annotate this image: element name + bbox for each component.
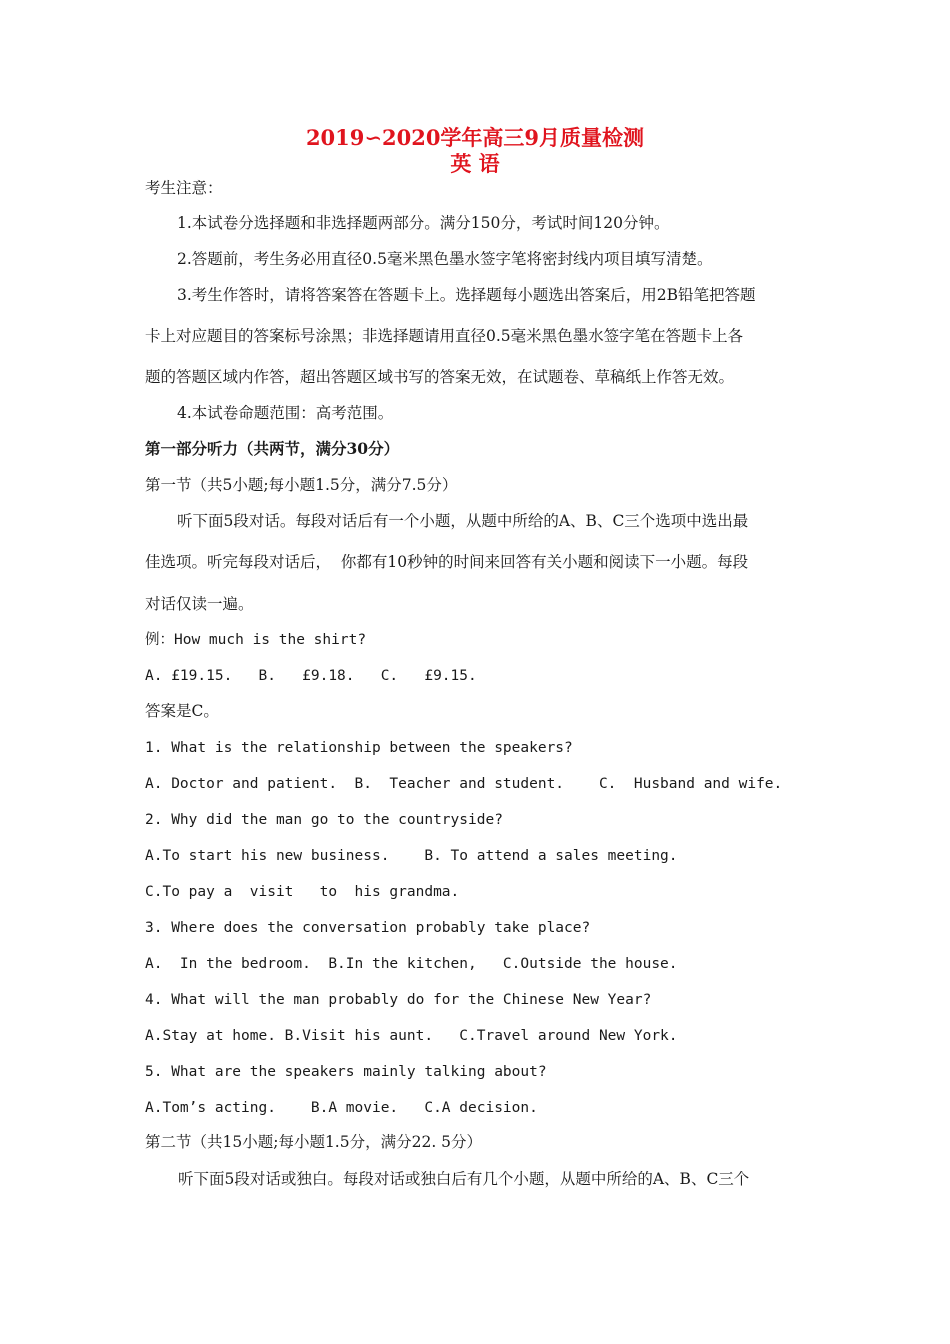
section2-heading: 第二节（共15小题;每小题1.5分，满分22. 5分） xyxy=(145,1133,483,1151)
exam-title: 2019∽2020学年高三9月质量检测 xyxy=(305,125,645,150)
question-2: 2. Why did the man go to the countryside? xyxy=(145,812,503,828)
question-3-options: A. In the bedroom. B.In the kitchen, C.Outside the house. xyxy=(145,956,678,972)
question-3: 3. Where does the conversation probably take place? xyxy=(145,920,591,936)
notice-item-3-line-1: 3.考生作答时，请将答案答在答题卡上。选择题每小题选出答案后，用2B铅笔把答题 xyxy=(177,286,756,304)
example-question: 例：How much is the shirt? xyxy=(145,632,367,648)
notice-item-2: 2.答题前，考生务必用直径0.5毫米黑色墨水签字笔将密封线内项目填写清楚。 xyxy=(177,250,713,268)
notice-item-1: 1.本试卷分选择题和非选择题两部分。满分150分，考试时间120分钟。 xyxy=(177,214,670,232)
example-options: A. £19.15. B. £9.18. C. £9.15. xyxy=(145,668,477,684)
question-4: 4. What will the man probably do for the Chinese New Year? xyxy=(145,992,652,1008)
question-2-options-ab: A.To start his new business. B. To attend a sales meeting. xyxy=(145,848,678,864)
section1-intro-line-2: 佳选项。听完每段对话后， 你都有10秒钟的时间来回答有关小题和阅读下一小题。每段 xyxy=(145,553,749,571)
section1-intro-line-3: 对话仅读一遍。 xyxy=(145,595,254,613)
subject-title: 英 语 xyxy=(450,151,500,176)
notice-item-3-line-2: 卡上对应题目的答案标号涂黑；非选择题请用直径0.5毫米黑色墨水签字笔在答题卡上各 xyxy=(145,327,744,345)
question-2-options-c: C.To pay a visit to his grandma. xyxy=(145,884,460,900)
section1-intro-line-1: 听下面5段对话。每段对话后有一个小题，从题中所给的A、B、C三个选项中选出最 xyxy=(177,512,749,530)
question-1-options: A. Doctor and patient. B. Teacher and student. C. Husband and wife. xyxy=(145,776,783,792)
part1-heading: 第一部分听力（共两节，满分30分） xyxy=(145,439,400,458)
notice-item-3-line-3: 题的答题区域内作答，超出答题区域书写的答案无效，在试题卷、草稿纸上作答无效。 xyxy=(145,368,735,386)
question-5-options: A.Tom’s acting. B.A movie. C.A decision. xyxy=(145,1100,538,1116)
notice-heading: 考生注意： xyxy=(145,179,223,197)
section2-intro: 听下面5段对话或独白。每段对话或独白后有几个小题，从题中所给的A、B、C三个 xyxy=(178,1170,750,1188)
question-1: 1. What is the relationship between the speakers? xyxy=(145,740,573,756)
example-answer: 答案是C。 xyxy=(145,702,219,720)
notice-item-4: 4.本试卷命题范围：高考范围。 xyxy=(177,404,394,422)
section1-heading: 第一节（共5小题;每小题1.5分，满分7.5分） xyxy=(145,476,458,494)
question-4-options: A.Stay at home. B.Visit his aunt. C.Travel around New York. xyxy=(145,1028,678,1044)
question-5: 5. What are the speakers mainly talking about? xyxy=(145,1064,547,1080)
